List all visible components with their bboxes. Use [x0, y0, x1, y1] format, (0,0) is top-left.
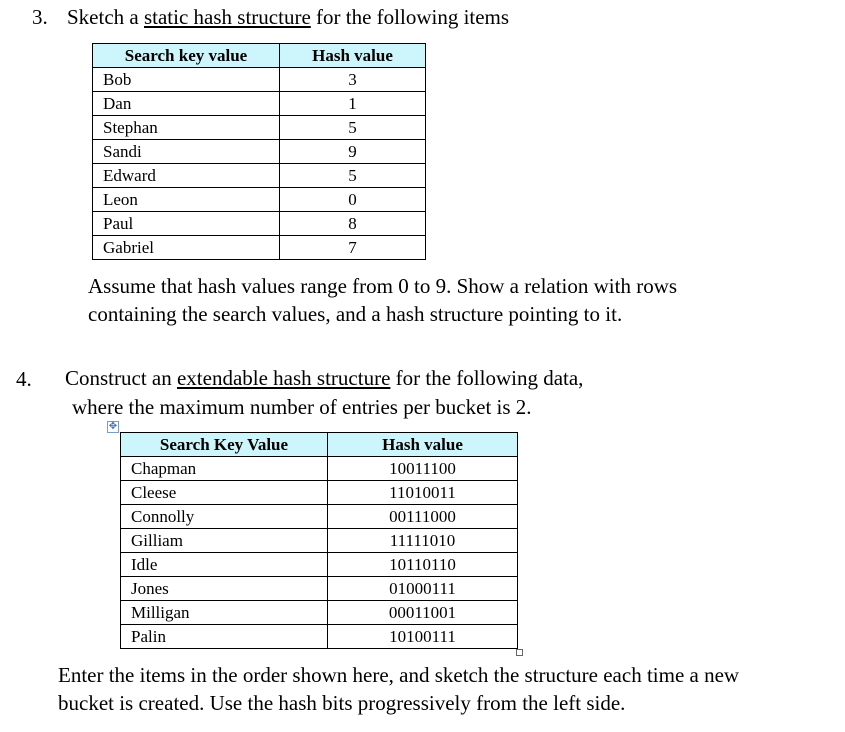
- table-row: [121, 505, 518, 529]
- search-key-cell: Gabriel: [93, 236, 280, 260]
- hash-value-cell: 5: [280, 164, 426, 188]
- table-row: [93, 68, 426, 92]
- move-cross-icon[interactable]: ✥: [108, 421, 118, 432]
- q3-hash-table: [92, 43, 426, 260]
- column-header: Search key value: [93, 44, 280, 68]
- hash-value-cell: 0: [280, 188, 426, 212]
- q3-number: 3.: [32, 5, 48, 29]
- table-row: [121, 457, 518, 481]
- q3-prompt-term: static hash structure: [143, 5, 311, 29]
- table-row: [93, 236, 426, 260]
- q4-prompt-end: for the following data,: [390, 366, 584, 390]
- hash-value-cell: 11111010: [328, 529, 518, 553]
- q3-prompt-start: Sketch a: [67, 5, 144, 29]
- search-key-cell: Paul: [93, 212, 280, 236]
- table-row: [93, 212, 426, 236]
- table-row: [93, 164, 426, 188]
- column-header: Search Key Value: [121, 433, 328, 457]
- table-resize-handle[interactable]: [516, 649, 523, 656]
- table-row: [121, 481, 518, 505]
- q3-prompt: [67, 5, 509, 29]
- table-row: [121, 553, 518, 577]
- search-key-cell: Gilliam: [121, 529, 328, 553]
- hash-value-cell: 10110110: [328, 553, 518, 577]
- search-key-cell: Stephan: [93, 116, 280, 140]
- hash-value-cell: 01000111: [328, 577, 518, 601]
- hash-value-cell: 11010011: [328, 481, 518, 505]
- table-row: [121, 601, 518, 625]
- search-key-cell: Idle: [121, 553, 328, 577]
- q4-instructions-line-2: bucket is created. Use the hash bits progressively from the left side.: [58, 691, 626, 715]
- hash-value-cell: 7: [280, 236, 426, 260]
- q4-number: 4.: [16, 367, 32, 391]
- q3-prompt-end: for the following items: [310, 5, 510, 29]
- table-row: [93, 92, 426, 116]
- q3-instructions-line-1: Assume that hash values range from 0 to 9. Show a relation with rows: [88, 274, 678, 298]
- hash-value-cell: 5: [280, 116, 426, 140]
- table-row: [93, 188, 426, 212]
- search-key-cell: Milligan: [121, 601, 328, 625]
- search-key-cell: Cleese: [121, 481, 328, 505]
- table-header-row: [121, 433, 518, 457]
- search-key-cell: Palin: [121, 625, 328, 649]
- q4-instructions-line-1: Enter the items in the order shown here, and sketch the structure each time a new: [58, 663, 740, 687]
- table-row: [93, 140, 426, 164]
- column-header: Hash value: [280, 44, 426, 68]
- search-key-cell: Connolly: [121, 505, 328, 529]
- hash-value-cell: 3: [280, 68, 426, 92]
- search-key-cell: Edward: [93, 164, 280, 188]
- search-key-cell: Jones: [121, 577, 328, 601]
- hash-value-cell: 00011001: [328, 601, 518, 625]
- q4-prompt-line-2: where the maximum number of entries per bucket is 2.: [72, 395, 532, 419]
- table-row: [121, 577, 518, 601]
- hash-value-cell: 00111000: [328, 505, 518, 529]
- table-header-row: [93, 44, 426, 68]
- hash-value-cell: 1: [280, 92, 426, 116]
- hash-value-cell: 10100111: [328, 625, 518, 649]
- search-key-cell: Bob: [93, 68, 280, 92]
- table-row: [121, 529, 518, 553]
- hash-value-cell: 8: [280, 212, 426, 236]
- search-key-cell: Leon: [93, 188, 280, 212]
- q4-hash-table: [120, 432, 518, 649]
- table-row: [121, 625, 518, 649]
- table-row: [93, 116, 426, 140]
- q4-prompt: [65, 366, 583, 390]
- q4-prompt-term: extendable hash structure: [176, 366, 391, 390]
- hash-value-cell: 10011100: [328, 457, 518, 481]
- search-key-cell: Sandi: [93, 140, 280, 164]
- column-header: Hash value: [328, 433, 518, 457]
- q4-prompt-start: Construct an: [65, 366, 177, 390]
- search-key-cell: Chapman: [121, 457, 328, 481]
- search-key-cell: Dan: [93, 92, 280, 116]
- q3-instructions-line-2: containing the search values, and a hash structure pointing to it.: [88, 302, 623, 326]
- hash-value-cell: 9: [280, 140, 426, 164]
